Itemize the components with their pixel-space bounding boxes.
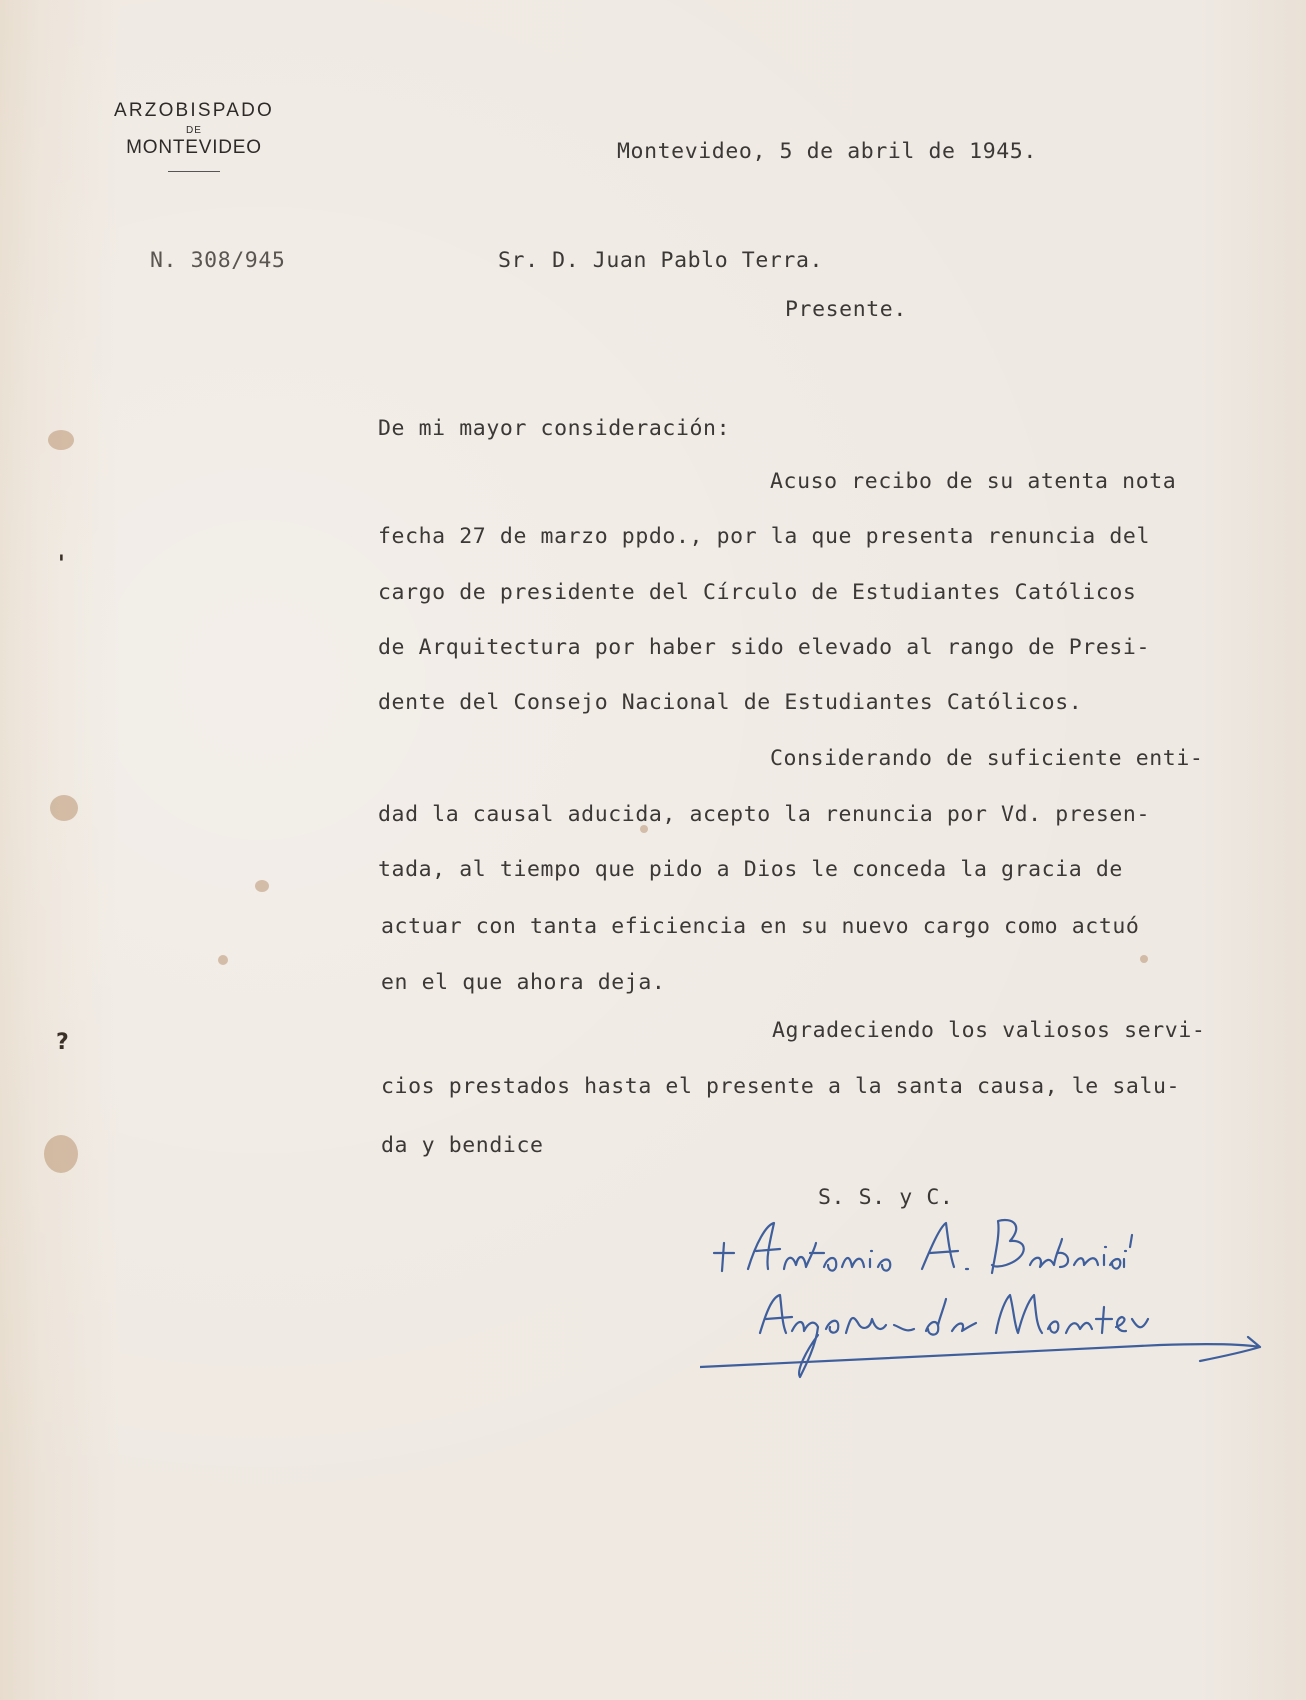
body-line: fecha 27 de marzo ppdo., por la que presenta renuncia del bbox=[378, 524, 1151, 549]
addressee-name: Sr. D. Juan Pablo Terra. bbox=[498, 248, 824, 273]
closing: S. S. y C. bbox=[818, 1185, 954, 1210]
punch-mark: ? bbox=[56, 1030, 69, 1055]
body-line: dad la causal aducida, acepto la renuncia por Vd. presen- bbox=[378, 802, 1151, 827]
body-line: dente del Consejo Nacional de Estudiantes Católicos. bbox=[378, 690, 1083, 715]
stain-spot bbox=[44, 1135, 78, 1173]
letterhead-city: MONTEVIDEO bbox=[126, 137, 262, 158]
letterhead-title: ARZOBISPADO bbox=[113, 100, 275, 121]
addressee-location: Presente. bbox=[785, 297, 907, 322]
stain-spot bbox=[1140, 955, 1148, 963]
stain-spot bbox=[255, 880, 269, 892]
body-line: Acuso recibo de su atenta nota bbox=[770, 469, 1177, 494]
punch-mark: ' bbox=[58, 552, 65, 577]
body-line: en el que ahora deja. bbox=[381, 970, 666, 995]
body-line: actuar con tanta eficiencia en su nuevo cargo como actuó bbox=[381, 914, 1140, 939]
body-line: Considerando de suficiente enti- bbox=[770, 746, 1204, 771]
stain-spot bbox=[48, 430, 74, 450]
handwritten-signature bbox=[700, 1195, 1280, 1395]
stain-spot bbox=[218, 955, 228, 965]
body-line: tada, al tiempo que pido a Dios le conceda la gracia de bbox=[378, 857, 1123, 882]
body-line: Agradeciendo los valiosos servi- bbox=[772, 1018, 1206, 1043]
date-line: Montevideo, 5 de abril de 1945. bbox=[617, 139, 1037, 164]
salutation: De mi mayor consideración: bbox=[378, 416, 731, 441]
body-line: cios prestados hasta el presente a la santa causa, le salu- bbox=[381, 1074, 1181, 1099]
body-line: cargo de presidente del Círculo de Estudiantes Católicos bbox=[378, 580, 1137, 605]
letterhead-de: DE bbox=[186, 125, 202, 136]
body-line: da y bendice bbox=[381, 1133, 544, 1158]
stain-spot bbox=[50, 795, 78, 821]
body-line: de Arquitectura por haber sido elevado al rango de Presi- bbox=[378, 635, 1151, 660]
letterhead bbox=[100, 100, 288, 172]
reference-number: N. 308/945 bbox=[150, 248, 286, 273]
letterhead-rule bbox=[168, 171, 220, 172]
